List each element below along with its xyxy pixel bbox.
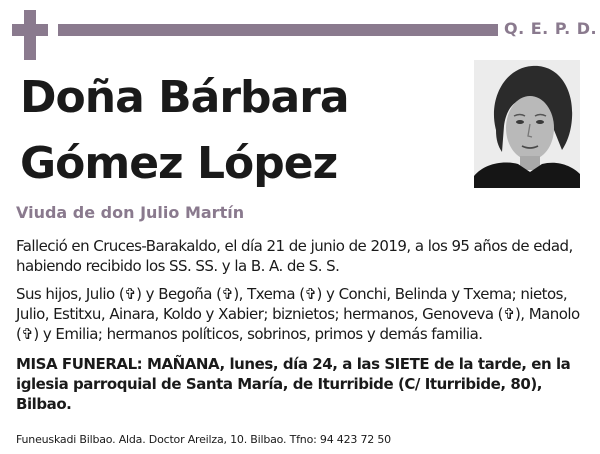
- funeral-home-footer: Funeuskadi Bilbao. Alda. Doctor Areilza, 10. Bilbao. Tfno: 94 423 72 50: [16, 433, 391, 446]
- deceased-portrait-photo: [474, 60, 580, 188]
- family-paragraph: Sus hijos, Julio (✞) y Begoña (✞), Txema (✞) y Conchi, Belinda y Txema; nietos, Julio, Estitxu, Ainara, Koldo y Xabier; biznietos; hermanos, Genoveva (✞), Manolo (✞) y Emilia; hermanos políticos, sobrinos, primos y demás familia.: [16, 285, 580, 343]
- header-divider-bar: [58, 24, 498, 36]
- funeral-mass-paragraph: MISA FUNERAL: MAÑANA, lunes, día 24, a las SIETE de la tarde, en la iglesia parroquial de Santa María, de Iturribide (C/ Iturribide, 80), Bilbao.: [16, 355, 571, 413]
- obituary-body: [16, 236, 586, 422]
- qepd-label: Q. E. P. D.: [504, 19, 598, 38]
- widow-of-subtitle: Viuda de don Julio Martín: [16, 203, 245, 222]
- deceased-name-line1: Doña Bárbara: [20, 72, 349, 123]
- latin-cross-icon: [12, 10, 48, 60]
- death-paragraph: Falleció en Cruces-Barakaldo, el día 21 de junio de 2019, a los 95 años de edad, habiendo recibido los SS. SS. y la B. A. de S. S.: [16, 237, 573, 275]
- deceased-name-line2: Gómez López: [20, 138, 338, 189]
